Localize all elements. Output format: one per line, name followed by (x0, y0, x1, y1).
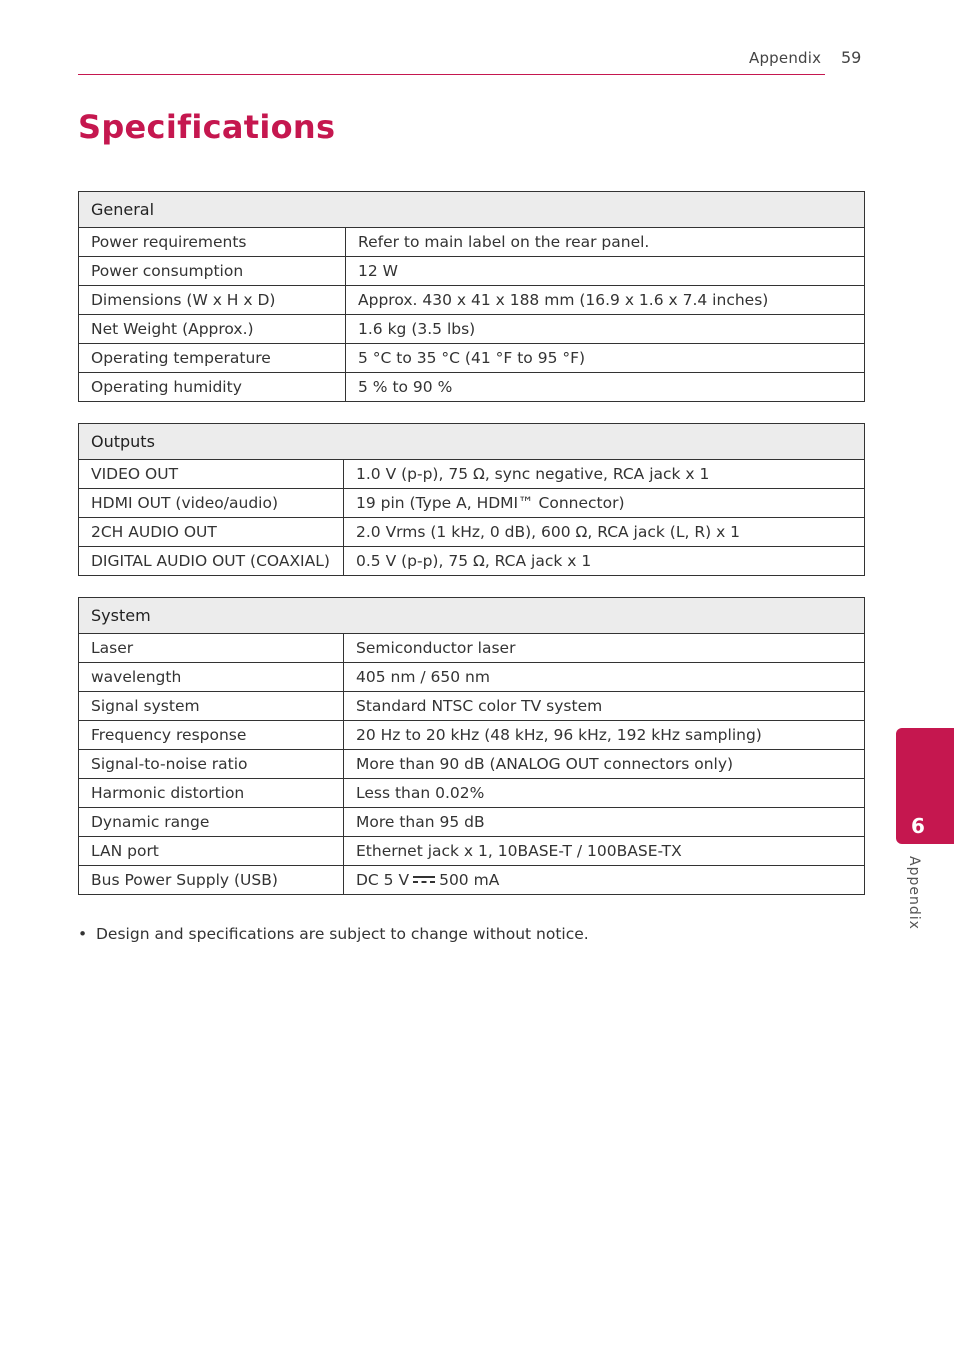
dc-current-icon (413, 875, 435, 885)
outputs-spec-table (78, 423, 865, 576)
spec-label: Bus Power Supply (USB) (79, 866, 344, 895)
system-heading: System (79, 598, 865, 634)
spec-label: Dimensions (W x H x D) (79, 286, 346, 315)
spec-label: Net Weight (Approx.) (79, 315, 346, 344)
spec-value: More than 95 dB (344, 808, 865, 837)
table-row (79, 286, 865, 315)
spec-value: Semiconductor laser (344, 634, 865, 663)
spec-label: Operating humidity (79, 373, 346, 402)
spec-value: 20 Hz to 20 kHz (48 kHz, 96 kHz, 192 kHz sampling) (344, 721, 865, 750)
table-row (79, 489, 865, 518)
header-section-name: Appendix (749, 49, 822, 67)
spec-label: VIDEO OUT (79, 460, 344, 489)
bullet-icon: • (78, 925, 88, 943)
bus-power-suffix: 500 mA (439, 871, 500, 889)
spec-label: Power consumption (79, 257, 346, 286)
spec-value: 0.5 V (p-p), 75 Ω, RCA jack x 1 (344, 547, 865, 576)
spec-label: 2CH AUDIO OUT (79, 518, 344, 547)
spec-value (344, 866, 865, 895)
note-text: Design and specifications are subject to change without notice. (96, 925, 589, 943)
chapter-number: 6 (911, 814, 925, 838)
table-row (79, 750, 865, 779)
spec-value: 1.0 V (p-p), 75 Ω, sync negative, RCA jack x 1 (344, 460, 865, 489)
table-row (79, 344, 865, 373)
spec-label: HDMI OUT (video/audio) (79, 489, 344, 518)
general-heading: General (79, 192, 865, 228)
table-row (79, 518, 865, 547)
page-number: 59 (841, 48, 862, 67)
system-rows (79, 634, 865, 866)
spec-value: More than 90 dB (ANALOG OUT connectors only) (344, 750, 865, 779)
spec-label: Operating temperature (79, 344, 346, 373)
table-row (79, 721, 865, 750)
spec-value: 19 pin (Type A, HDMI™ Connector) (344, 489, 865, 518)
table-row (79, 808, 865, 837)
spec-label: DIGITAL AUDIO OUT (COAXIAL) (79, 547, 344, 576)
spec-value: Less than 0.02% (344, 779, 865, 808)
spec-value: Standard NTSC color TV system (344, 692, 865, 721)
spec-label: Harmonic distortion (79, 779, 344, 808)
spec-value: 405 nm / 650 nm (344, 663, 865, 692)
page-title: Specifications (78, 108, 336, 146)
table-row (79, 460, 865, 489)
spec-value: 12 W (346, 257, 865, 286)
spec-label: Signal-to-noise ratio (79, 750, 344, 779)
spec-change-note (78, 925, 589, 943)
table-row (79, 837, 865, 866)
spec-value: Approx. 430 x 41 x 188 mm (16.9 x 1.6 x 7.4 inches) (346, 286, 865, 315)
table-row (79, 866, 865, 895)
table-header-row (79, 598, 865, 634)
spec-label: Power requirements (79, 228, 346, 257)
spec-value: 2.0 Vrms (1 kHz, 0 dB), 600 Ω, RCA jack (L, R) x 1 (344, 518, 865, 547)
table-row (79, 373, 865, 402)
table-row (79, 228, 865, 257)
header-divider (78, 74, 825, 75)
system-spec-table (78, 597, 865, 895)
chapter-tab (896, 728, 954, 844)
spec-label: Laser (79, 634, 344, 663)
table-row (79, 634, 865, 663)
spec-label: Frequency response (79, 721, 344, 750)
outputs-heading: Outputs (79, 424, 865, 460)
table-row (79, 315, 865, 344)
table-header-row (79, 424, 865, 460)
table-row (79, 779, 865, 808)
spec-label: wavelength (79, 663, 344, 692)
general-spec-table (78, 191, 865, 402)
table-row (79, 257, 865, 286)
table-row (79, 692, 865, 721)
table-row (79, 547, 865, 576)
spec-label: Signal system (79, 692, 344, 721)
spec-label: Dynamic range (79, 808, 344, 837)
spec-value: 1.6 kg (3.5 lbs) (346, 315, 865, 344)
chapter-tab-label: Appendix (906, 856, 922, 930)
general-rows (79, 228, 865, 402)
table-row (79, 663, 865, 692)
spec-value: Ethernet jack x 1, 10BASE-T / 100BASE-TX (344, 837, 865, 866)
outputs-rows (79, 460, 865, 576)
spec-value: Refer to main label on the rear panel. (346, 228, 865, 257)
spec-label: LAN port (79, 837, 344, 866)
spec-value: 5 °C to 35 °C (41 °F to 95 °F) (346, 344, 865, 373)
spec-value: 5 % to 90 % (346, 373, 865, 402)
table-header-row (79, 192, 865, 228)
bus-power-prefix: DC 5 V (356, 871, 410, 889)
